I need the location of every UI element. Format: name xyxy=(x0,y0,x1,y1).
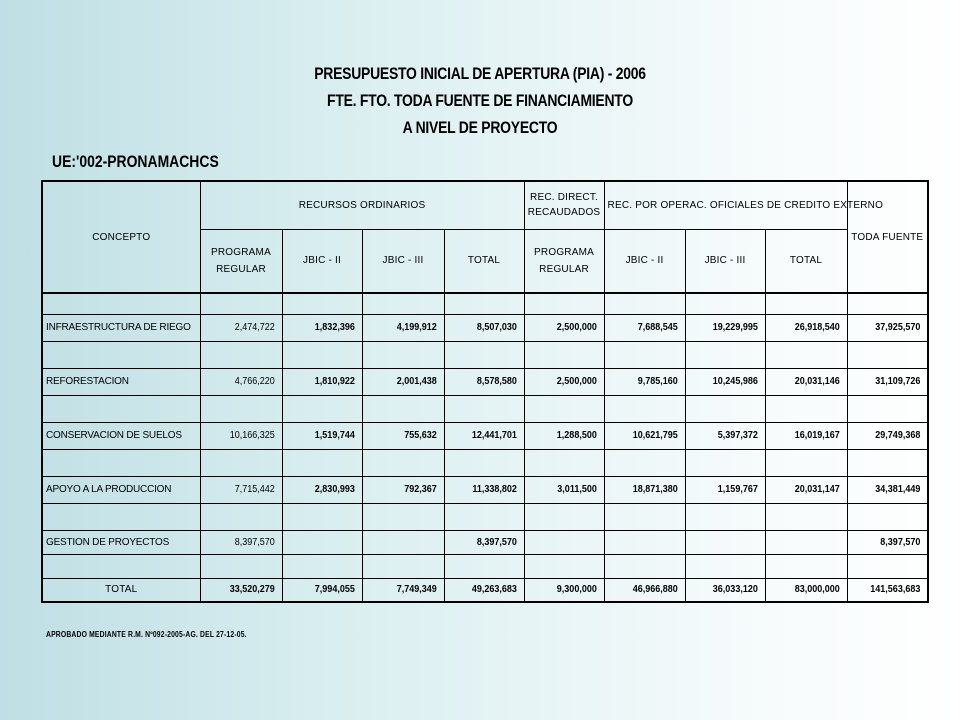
value-cell: 12,441,701 xyxy=(448,422,520,449)
table-row xyxy=(42,314,928,341)
value-cell: 2,474,722 xyxy=(204,314,278,341)
approval-footnote: APROBADO MEDIANTE R.M. Nº092-2005-AG. DEL 27-12-05. xyxy=(46,630,247,639)
spacer-cell xyxy=(847,395,928,422)
spacer-cell xyxy=(604,341,685,368)
spacer-cell xyxy=(362,554,444,578)
spacer-cell xyxy=(282,341,362,368)
total-value-cell: 36,033,120 xyxy=(689,578,761,602)
table-row xyxy=(42,530,928,554)
value-cell: 8,397,570 xyxy=(204,530,278,554)
value-cell xyxy=(769,530,843,554)
spacer-cell xyxy=(282,503,362,530)
spacer-cell xyxy=(685,554,765,578)
spacer-cell xyxy=(604,503,685,530)
spacer-cell xyxy=(765,449,847,476)
total-label: TOTAL xyxy=(42,578,200,602)
spacer-cell xyxy=(685,449,765,476)
value-cell: 3,011,500 xyxy=(528,476,600,503)
spacer-cell xyxy=(444,449,524,476)
title-line-3: A NIVEL DE PROYECTO xyxy=(402,118,558,137)
spacer-cell xyxy=(524,395,604,422)
title-line-1: PRESUPUESTO INICIAL DE APERTURA (PIA) - 2006 xyxy=(314,64,646,83)
spacer-cell xyxy=(604,395,685,422)
value-cell: 8,507,030 xyxy=(448,314,520,341)
value-cell: 792,367 xyxy=(366,476,440,503)
spacer-cell xyxy=(42,293,200,314)
header-ce-total: TOTAL xyxy=(765,229,847,293)
value-cell: 1,832,396 xyxy=(286,314,358,341)
spacer-cell xyxy=(765,395,847,422)
value-cell xyxy=(286,530,358,554)
header-recursos-ordinarios: RECURSOS ORDINARIOS xyxy=(200,181,524,229)
concept-cell: INFRAESTRUCTURA DE RIEGO xyxy=(42,314,200,341)
spacer-cell xyxy=(685,503,765,530)
spacer-cell xyxy=(765,293,847,314)
value-cell: 7,688,545 xyxy=(608,314,681,341)
value-cell: 7,715,442 xyxy=(204,476,278,503)
spacer-cell xyxy=(42,341,200,368)
value-cell xyxy=(528,530,600,554)
total-value-cell: 9,300,000 xyxy=(528,578,600,602)
value-cell: 1,159,767 xyxy=(689,476,761,503)
value-cell: 10,245,986 xyxy=(689,368,761,395)
value-cell: 16,019,167 xyxy=(769,422,843,449)
spacer-row xyxy=(42,554,928,578)
total-value-cell: 7,749,349 xyxy=(366,578,440,602)
value-cell: 2,001,438 xyxy=(366,368,440,395)
value-cell: 19,229,995 xyxy=(689,314,761,341)
table-row xyxy=(42,476,928,503)
header-rd-programa-regular: PROGRAMA REGULAR xyxy=(524,229,604,293)
header-ro-jbic3: JBIC - III xyxy=(362,229,444,293)
spacer-cell xyxy=(362,503,444,530)
spacer-cell xyxy=(524,554,604,578)
spacer-cell xyxy=(444,341,524,368)
spacer-cell xyxy=(444,554,524,578)
concept-cell: CONSERVACION DE SUELOS xyxy=(42,422,200,449)
spacer-row xyxy=(42,395,928,422)
spacer-cell xyxy=(685,293,765,314)
spacer-cell xyxy=(604,554,685,578)
value-cell: 37,925,570 xyxy=(851,314,924,341)
spacer-cell xyxy=(524,293,604,314)
value-cell: 2,500,000 xyxy=(528,314,600,341)
spacer-cell xyxy=(282,449,362,476)
value-cell: 9,785,160 xyxy=(608,368,681,395)
spacer-cell xyxy=(847,449,928,476)
spacer-cell xyxy=(200,554,282,578)
total-value-cell: 49,263,683 xyxy=(448,578,520,602)
spacer-row xyxy=(42,503,928,530)
spacer-cell xyxy=(200,503,282,530)
concept-cell: REFORESTACION xyxy=(42,368,200,395)
value-cell: 20,031,146 xyxy=(769,368,843,395)
spacer-cell xyxy=(42,503,200,530)
header-ro-jbic2: JBIC - II xyxy=(282,229,362,293)
table-row xyxy=(42,422,928,449)
total-value-cell: 7,994,055 xyxy=(286,578,358,602)
spacer-cell xyxy=(362,293,444,314)
spacer-cell xyxy=(604,449,685,476)
spacer-cell xyxy=(685,341,765,368)
value-cell: 8,397,570 xyxy=(448,530,520,554)
spacer-cell xyxy=(200,341,282,368)
document-title xyxy=(0,60,960,141)
spacer-cell xyxy=(444,293,524,314)
header-rec-direct: REC. DIRECT. RECAUDADOS xyxy=(524,181,604,229)
value-cell: 18,871,380 xyxy=(608,476,681,503)
total-value-cell: 46,966,880 xyxy=(608,578,681,602)
budget-table xyxy=(41,180,929,603)
spacer-cell xyxy=(765,503,847,530)
value-cell: 1,288,500 xyxy=(528,422,600,449)
spacer-cell xyxy=(444,503,524,530)
spacer-cell xyxy=(847,341,928,368)
spacer-cell xyxy=(444,395,524,422)
value-cell xyxy=(689,530,761,554)
spacer-cell xyxy=(765,554,847,578)
total-row xyxy=(42,578,928,602)
header-ro-total: TOTAL xyxy=(444,229,524,293)
value-cell: 11,338,802 xyxy=(448,476,520,503)
spacer-cell xyxy=(282,293,362,314)
spacer-row xyxy=(42,449,928,476)
spacer-cell xyxy=(282,395,362,422)
value-cell: 5,397,372 xyxy=(689,422,761,449)
value-cell xyxy=(366,530,440,554)
spacer-cell xyxy=(847,503,928,530)
spacer-cell xyxy=(362,395,444,422)
value-cell: 10,621,795 xyxy=(608,422,681,449)
spacer-cell xyxy=(604,293,685,314)
spacer-cell xyxy=(42,395,200,422)
value-cell: 755,632 xyxy=(366,422,440,449)
header-ce-jbic3: JBIC - III xyxy=(685,229,765,293)
executing-unit-label: UE:'002-PRONAMACHCS xyxy=(52,152,219,171)
value-cell: 29,749,368 xyxy=(851,422,924,449)
value-cell: 8,397,570 xyxy=(851,530,924,554)
spacer-cell xyxy=(200,395,282,422)
value-cell: 2,830,993 xyxy=(286,476,358,503)
total-value-cell: 141,563,683 xyxy=(851,578,924,602)
spacer-cell xyxy=(524,503,604,530)
total-value-cell: 33,520,279 xyxy=(204,578,278,602)
header-toda-fuente: TODA FUENTE xyxy=(847,181,928,293)
spacer-cell xyxy=(847,293,928,314)
spacer-cell xyxy=(362,341,444,368)
total-value-cell: 83,000,000 xyxy=(769,578,843,602)
value-cell: 8,578,580 xyxy=(448,368,520,395)
spacer-cell xyxy=(200,449,282,476)
header-ro-programa-regular: PROGRAMA REGULAR xyxy=(200,229,282,293)
concept-cell: GESTION DE PROYECTOS xyxy=(42,530,200,554)
spacer-row xyxy=(42,293,928,314)
spacer-row xyxy=(42,341,928,368)
spacer-cell xyxy=(42,554,200,578)
value-cell: 2,500,000 xyxy=(528,368,600,395)
spacer-cell xyxy=(42,449,200,476)
value-cell: 34,381,449 xyxy=(851,476,924,503)
value-cell: 20,031,147 xyxy=(769,476,843,503)
concept-cell: APOYO A LA PRODUCCION xyxy=(42,476,200,503)
value-cell: 26,918,540 xyxy=(769,314,843,341)
value-cell: 1,519,744 xyxy=(286,422,358,449)
spacer-cell xyxy=(524,449,604,476)
value-cell: 10,166,325 xyxy=(204,422,278,449)
spacer-cell xyxy=(362,449,444,476)
spacer-cell xyxy=(685,395,765,422)
spacer-cell xyxy=(200,293,282,314)
title-line-2: FTE. FTO. TODA FUENTE DE FINANCIAMIENTO xyxy=(327,91,633,110)
value-cell: 4,199,912 xyxy=(366,314,440,341)
value-cell: 31,109,726 xyxy=(851,368,924,395)
header-ce-jbic2: JBIC - II xyxy=(604,229,685,293)
spacer-cell xyxy=(282,554,362,578)
header-concepto: CONCEPTO xyxy=(42,181,200,293)
header-row-1 xyxy=(42,181,928,229)
spacer-cell xyxy=(524,341,604,368)
spacer-cell xyxy=(847,554,928,578)
spacer-cell xyxy=(765,341,847,368)
header-rec-operac: REC. POR OPERAC. OFICIALES DE CREDITO EXTERNO xyxy=(604,181,847,229)
value-cell xyxy=(608,530,681,554)
value-cell: 4,766,220 xyxy=(204,368,278,395)
table-row xyxy=(42,368,928,395)
value-cell: 1,810,922 xyxy=(286,368,358,395)
